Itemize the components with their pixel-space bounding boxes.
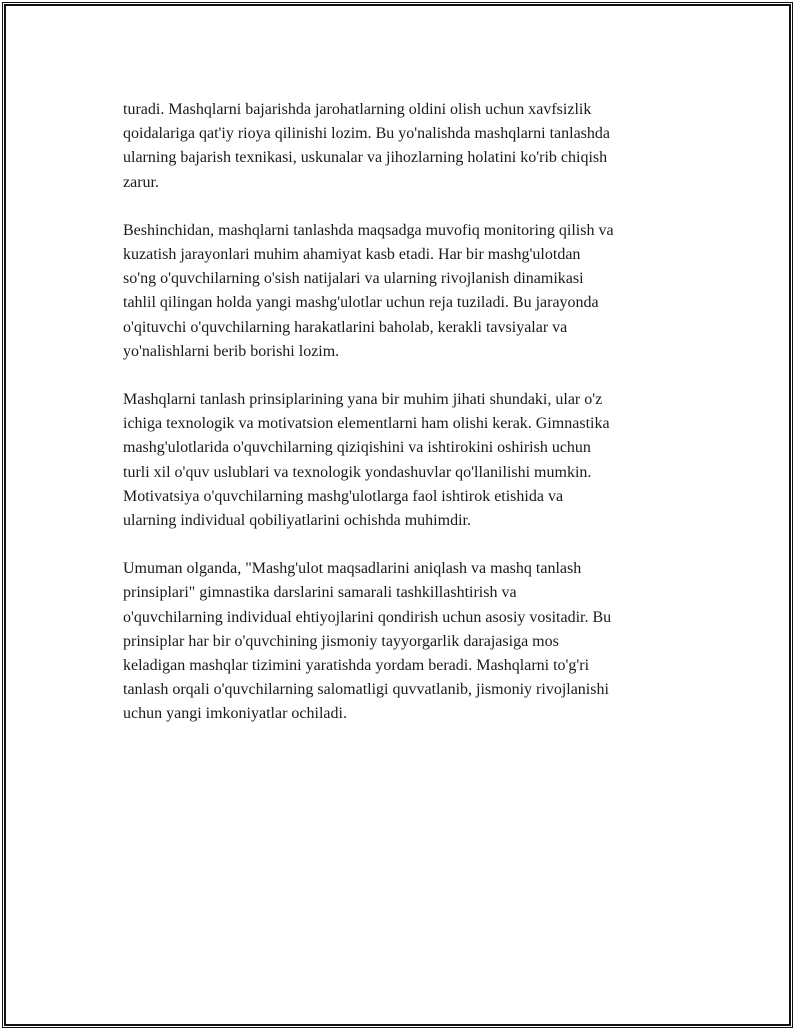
- page-frame: [4, 4, 791, 1026]
- paragraph-safety: turadi. Mashqlarni bajarishda jarohatlarning oldini olish uchun xavfsizlik qoidalariga qat'iy rioya qilinishi lozim. Bu yo'nalishda mashqlarni tanlashda ularning bajarish texnikasi, uskunalar va jihozlarning holatini ko'rib chiqish zarur.: [123, 101, 610, 191]
- paragraph-conclusion: Umuman olganda, "Mashg'ulot maqsadlarini aniqlash va mashq tanlash prinsiplari" gimnastika darslarini samarali tashkillashtirish va o'quvchilarning individual ehtiyojlarini qondirish uchun asosiy vositadir. Bu prinsiplar har bir o'quvchining jismoniy tayyorgarlik darajasiga mos keladigan mashqlar tizimini yaratishda yordam beradi. Mashqlarni to'g'ri tanlash orqali o'quvchilarning salomatligi quvvatlanib, jismoniy rivojlanishi uchun yangi imkoniyatlar ochiladi.: [123, 560, 612, 723]
- paragraph-monitoring: Beshinchidan, mashqlarni tanlashda maqsadga muvofiq monitoring qilish va kuzatish jarayonlari muhim ahamiyat kasb etadi. Har bir mashg'ulotdan so'ng o'quvchilarning o'sish natijalari va ularning rivojlanish dinamikasi tahlil qilingan holda yangi mashg'ulotlar uchun reja tuziladi. Bu jarayonda o'qituvchi o'quvchilarning harakatlarini baholab, kerakli tavsiyalar va yo'nalishlarni berib borishi lozim.: [123, 221, 614, 360]
- paragraph-motivation: Mashqlarni tanlash prinsiplarining yana bir muhim jihati shundaki, ular o'z ichiga texnologik va motivatsion elementlarni ham olishi kerak. Gimnastika mashg'ulotlarida o'quvchilarning qiziqishini va ishtirokini oshirish uchun turli xil o'quv uslublari va texnologik yondashuvlar qo'llanilishi mumkin. Motivatsiya o'quvchilarning mashg'ulotlarga faol ishtirok etishida va ularning individual qobiliyatlarini ochishda muhimdir.: [123, 391, 610, 530]
- document-body: [123, 98, 703, 751]
